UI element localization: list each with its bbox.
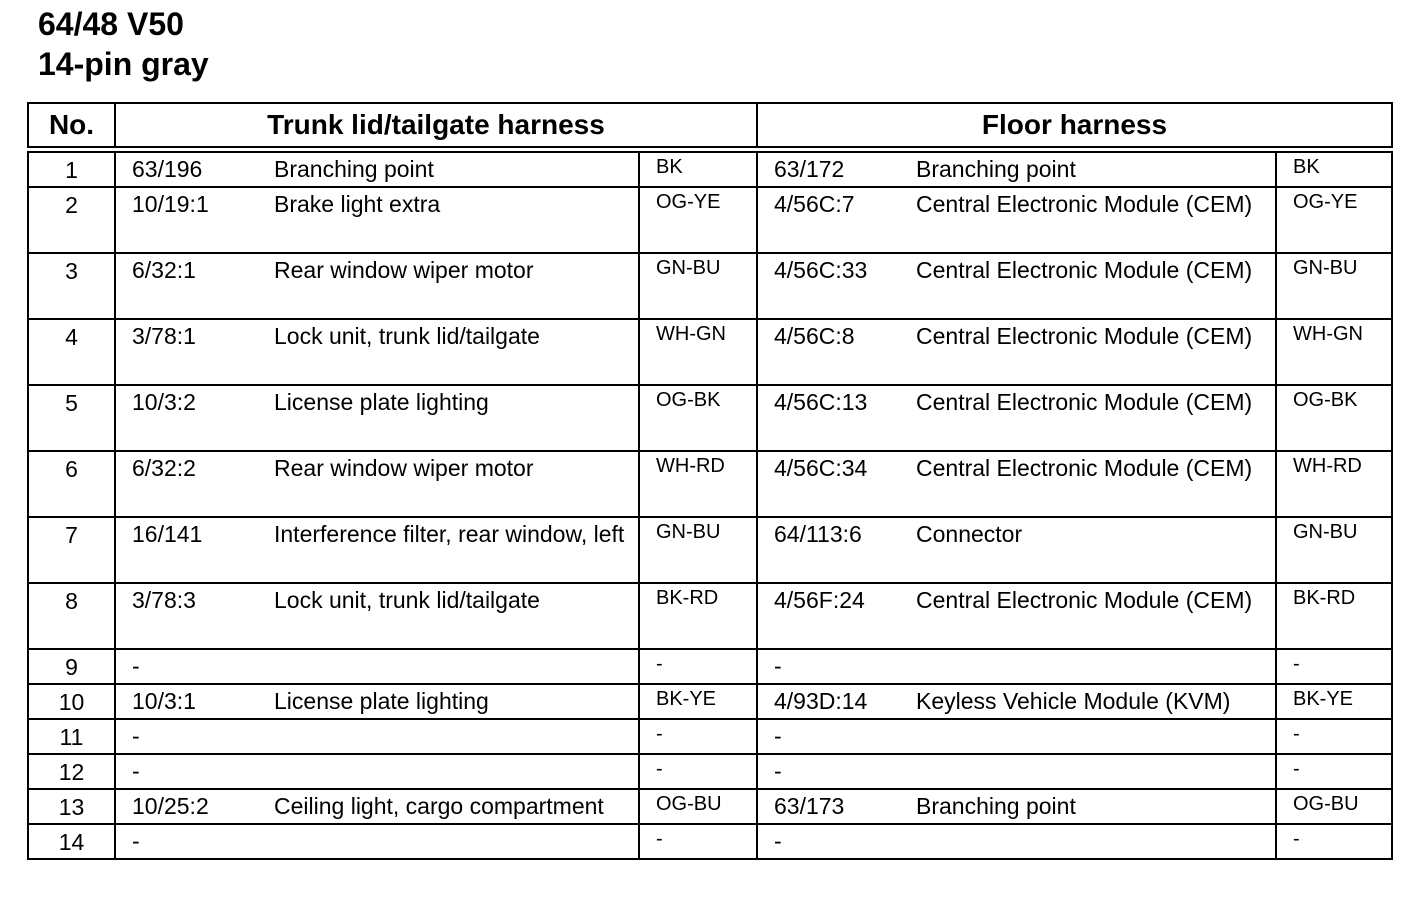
floor-connector-code: - xyxy=(774,653,782,679)
floor-connection-cell xyxy=(757,517,1276,583)
trunk-connection-cell xyxy=(115,684,639,719)
trunk-connector-code: 10/19:1 xyxy=(132,191,209,217)
trunk-connection-cell xyxy=(115,187,639,253)
pin-number: 11 xyxy=(28,719,115,754)
table-row xyxy=(28,319,1392,385)
trunk-connection-cell xyxy=(115,754,639,789)
floor-component: Branching point xyxy=(916,793,1076,819)
floor-wire-color: - xyxy=(1276,719,1392,754)
trunk-component xyxy=(274,651,638,682)
table-body xyxy=(28,150,1392,860)
trunk-wire-color: OG-BU xyxy=(639,789,757,824)
floor-component: Keyless Vehicle Module (KVM) xyxy=(916,688,1231,714)
trunk-component: Interference filter, rear window, left xyxy=(274,521,625,547)
floor-connector-code: 4/56C:8 xyxy=(774,323,855,349)
trunk-wire-color: BK-RD xyxy=(639,583,757,649)
floor-connection-cell xyxy=(757,684,1276,719)
floor-connector-code: 4/56C:33 xyxy=(774,257,868,283)
trunk-wire-color: - xyxy=(639,719,757,754)
trunk-component: License plate lighting xyxy=(274,389,489,415)
trunk-connector-code: 10/3:1 xyxy=(132,688,196,714)
pin-number: 12 xyxy=(28,754,115,789)
connector-id: 64/48 V50 xyxy=(38,6,184,42)
trunk-connector-code: - xyxy=(132,758,140,784)
trunk-connector-code: 3/78:1 xyxy=(132,323,196,349)
floor-wire-color: - xyxy=(1276,649,1392,684)
table-header-row xyxy=(28,103,1392,150)
trunk-component: Lock unit, trunk lid/tailgate xyxy=(274,323,540,349)
floor-connection-cell xyxy=(757,253,1276,319)
trunk-wire-color: OG-YE xyxy=(639,187,757,253)
floor-component xyxy=(916,721,1275,752)
trunk-component xyxy=(274,721,638,752)
pin-number: 3 xyxy=(28,253,115,319)
trunk-connector-code: 10/3:2 xyxy=(132,389,196,415)
floor-connector-code: 4/56C:34 xyxy=(774,455,868,481)
floor-component: Central Electronic Module (CEM) xyxy=(916,587,1253,613)
document-title xyxy=(38,4,209,84)
floor-connection-cell xyxy=(757,649,1276,684)
trunk-connection-cell xyxy=(115,789,639,824)
floor-component: Central Electronic Module (CEM) xyxy=(916,257,1253,283)
trunk-component: Brake light extra xyxy=(274,191,441,217)
trunk-connection-cell xyxy=(115,824,639,859)
table-row xyxy=(28,824,1392,859)
table-row xyxy=(28,385,1392,451)
header-floor-harness: Floor harness xyxy=(757,103,1392,150)
floor-component xyxy=(916,651,1275,682)
floor-wire-color: WH-GN xyxy=(1276,319,1392,385)
floor-component: Central Electronic Module (CEM) xyxy=(916,455,1253,481)
trunk-connector-code: 6/32:1 xyxy=(132,257,196,283)
table-row xyxy=(28,684,1392,719)
floor-component: Central Electronic Module (CEM) xyxy=(916,191,1253,217)
pin-number: 5 xyxy=(28,385,115,451)
pin-number: 2 xyxy=(28,187,115,253)
floor-component: Central Electronic Module (CEM) xyxy=(916,389,1253,415)
floor-wire-color: GN-BU xyxy=(1276,253,1392,319)
trunk-wire-color: BK xyxy=(639,150,757,188)
floor-wire-color: BK-YE xyxy=(1276,684,1392,719)
floor-component: Branching point xyxy=(916,156,1076,182)
trunk-connection-cell xyxy=(115,150,639,188)
floor-wire-color: BK-RD xyxy=(1276,583,1392,649)
table-row xyxy=(28,719,1392,754)
trunk-connector-code: - xyxy=(132,723,140,749)
trunk-connection-cell xyxy=(115,719,639,754)
trunk-connector-code: 63/196 xyxy=(132,156,203,182)
trunk-component xyxy=(274,826,638,857)
trunk-wire-color: - xyxy=(639,754,757,789)
trunk-component: Branching point xyxy=(274,156,434,182)
pin-number: 13 xyxy=(28,789,115,824)
trunk-component: Rear window wiper motor xyxy=(274,455,534,481)
floor-component xyxy=(916,756,1275,787)
trunk-component: Rear window wiper motor xyxy=(274,257,534,283)
trunk-connector-code: - xyxy=(132,653,140,679)
trunk-wire-color: - xyxy=(639,824,757,859)
trunk-wire-color: OG-BK xyxy=(639,385,757,451)
floor-connector-code: 4/56C:7 xyxy=(774,191,855,217)
pin-number: 8 xyxy=(28,583,115,649)
trunk-connector-code: 10/25:2 xyxy=(132,793,209,819)
trunk-connector-code: 6/32:2 xyxy=(132,455,196,481)
floor-wire-color: WH-RD xyxy=(1276,451,1392,517)
floor-connector-code: 63/172 xyxy=(774,156,845,182)
floor-connector-code: 4/56F:24 xyxy=(774,587,865,613)
floor-wire-color: - xyxy=(1276,824,1392,859)
trunk-connection-cell xyxy=(115,517,639,583)
header-no: No. xyxy=(28,103,115,150)
trunk-wire-color: WH-RD xyxy=(639,451,757,517)
floor-connection-cell xyxy=(757,824,1276,859)
floor-connection-cell xyxy=(757,789,1276,824)
floor-connection-cell xyxy=(757,187,1276,253)
pin-number: 9 xyxy=(28,649,115,684)
floor-component: Central Electronic Module (CEM) xyxy=(916,323,1253,349)
floor-wire-color: OG-BU xyxy=(1276,789,1392,824)
table-row xyxy=(28,517,1392,583)
trunk-wire-color: GN-BU xyxy=(639,517,757,583)
pin-number: 1 xyxy=(28,150,115,188)
table-row xyxy=(28,187,1392,253)
floor-connector-code: 4/56C:13 xyxy=(774,389,868,415)
floor-wire-color: OG-YE xyxy=(1276,187,1392,253)
floor-connector-code: - xyxy=(774,828,782,854)
pin-number: 14 xyxy=(28,824,115,859)
trunk-connection-cell xyxy=(115,385,639,451)
table-row xyxy=(28,583,1392,649)
table-row xyxy=(28,789,1392,824)
floor-wire-color: OG-BK xyxy=(1276,385,1392,451)
pin-number: 7 xyxy=(28,517,115,583)
pin-number: 10 xyxy=(28,684,115,719)
floor-connection-cell xyxy=(757,451,1276,517)
trunk-wire-color: BK-YE xyxy=(639,684,757,719)
floor-connector-code: 4/93D:14 xyxy=(774,688,868,714)
trunk-connection-cell xyxy=(115,451,639,517)
pinout-table xyxy=(27,102,1393,860)
trunk-connector-code: - xyxy=(132,828,140,854)
floor-wire-color: BK xyxy=(1276,150,1392,188)
floor-connector-code: 63/173 xyxy=(774,793,845,819)
floor-connection-cell xyxy=(757,719,1276,754)
floor-wire-color: GN-BU xyxy=(1276,517,1392,583)
table-row xyxy=(28,253,1392,319)
trunk-wire-color: GN-BU xyxy=(639,253,757,319)
trunk-connector-code: 16/141 xyxy=(132,521,203,547)
floor-component: Connector xyxy=(916,521,1023,547)
floor-connection-cell xyxy=(757,385,1276,451)
floor-connector-code: - xyxy=(774,723,782,749)
pin-number: 6 xyxy=(28,451,115,517)
floor-connection-cell xyxy=(757,583,1276,649)
trunk-connection-cell xyxy=(115,319,639,385)
floor-component xyxy=(916,826,1275,857)
floor-connection-cell xyxy=(757,319,1276,385)
floor-connector-code: - xyxy=(774,758,782,784)
floor-wire-color: - xyxy=(1276,754,1392,789)
table-row xyxy=(28,754,1392,789)
header-trunk-harness: Trunk lid/tailgate harness xyxy=(115,103,757,150)
trunk-component: License plate lighting xyxy=(274,688,489,714)
pin-number: 4 xyxy=(28,319,115,385)
floor-connection-cell xyxy=(757,150,1276,188)
trunk-connection-cell xyxy=(115,253,639,319)
trunk-component: Ceiling light, cargo compartment xyxy=(274,793,604,819)
trunk-connection-cell xyxy=(115,649,639,684)
table-row xyxy=(28,649,1392,684)
connector-description: 14-pin gray xyxy=(38,46,209,82)
trunk-component: Lock unit, trunk lid/tailgate xyxy=(274,587,540,613)
table-row xyxy=(28,451,1392,517)
trunk-connector-code: 3/78:3 xyxy=(132,587,196,613)
trunk-wire-color: WH-GN xyxy=(639,319,757,385)
trunk-component xyxy=(274,756,638,787)
table-row xyxy=(28,150,1392,188)
trunk-wire-color: - xyxy=(639,649,757,684)
floor-connection-cell xyxy=(757,754,1276,789)
trunk-connection-cell xyxy=(115,583,639,649)
floor-connector-code: 64/113:6 xyxy=(774,521,862,547)
